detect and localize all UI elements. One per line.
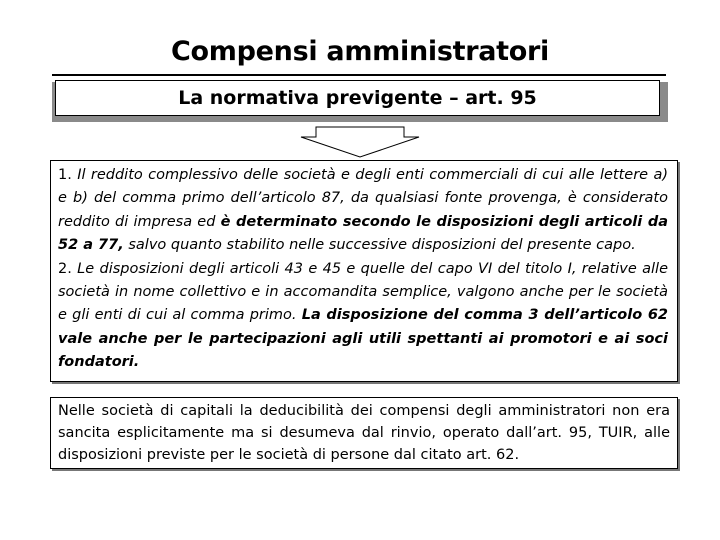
article-paragraph-1 xyxy=(58,164,668,258)
note-text-box xyxy=(50,397,678,469)
article-paragraph-2 xyxy=(58,258,668,375)
article-95-text-box xyxy=(50,160,678,382)
paragraph-bold-text: La disposizione del comma 3 dell’articolo 62 vale anche per le partecipazioni agli utili spettanti ai promotori e ai soci fondatori. xyxy=(58,307,668,371)
paragraph-bold-text: è determinato secondo le disposizioni degli articoli da 52 a 77, xyxy=(58,213,668,254)
subtitle-box xyxy=(55,80,660,116)
subtitle-text: La normativa previgente – art. 95 xyxy=(178,87,537,109)
paragraph-number: 2. xyxy=(58,260,72,277)
paragraph-text: Il reddito complessivo delle società e degli enti commerciali di cui alle lettere a) e b) del comma primo dell’articolo 87, da qualsiasi fonte provenga, è considerato reddito di impresa ed xyxy=(58,167,668,230)
paragraph-number: 1. xyxy=(58,167,72,183)
down-arrow-icon xyxy=(300,126,420,158)
paragraph-text: salvo quanto stabilito nelle successive disposizioni del presente capo. xyxy=(123,237,636,254)
slide-title: Compensi amministratori xyxy=(171,36,549,67)
title-underline xyxy=(52,74,666,76)
paragraph-text: Le disposizioni degli articoli 43 e 45 e quelle del capo VI del titolo I, relative alle società in nome collettivo e in accomandita semplice, valgono anche per le società e gli enti di cui al comma primo. xyxy=(58,260,668,324)
note-paragraph: Nelle società di capitali la deducibilità dei compensi degli amministratori non era sancita esplicitamente ma si desumeva dal rinvio, operato dall’art. 95, TUIR, alle disposizioni previste per le società di persone dal citato art. 62. xyxy=(58,403,670,463)
